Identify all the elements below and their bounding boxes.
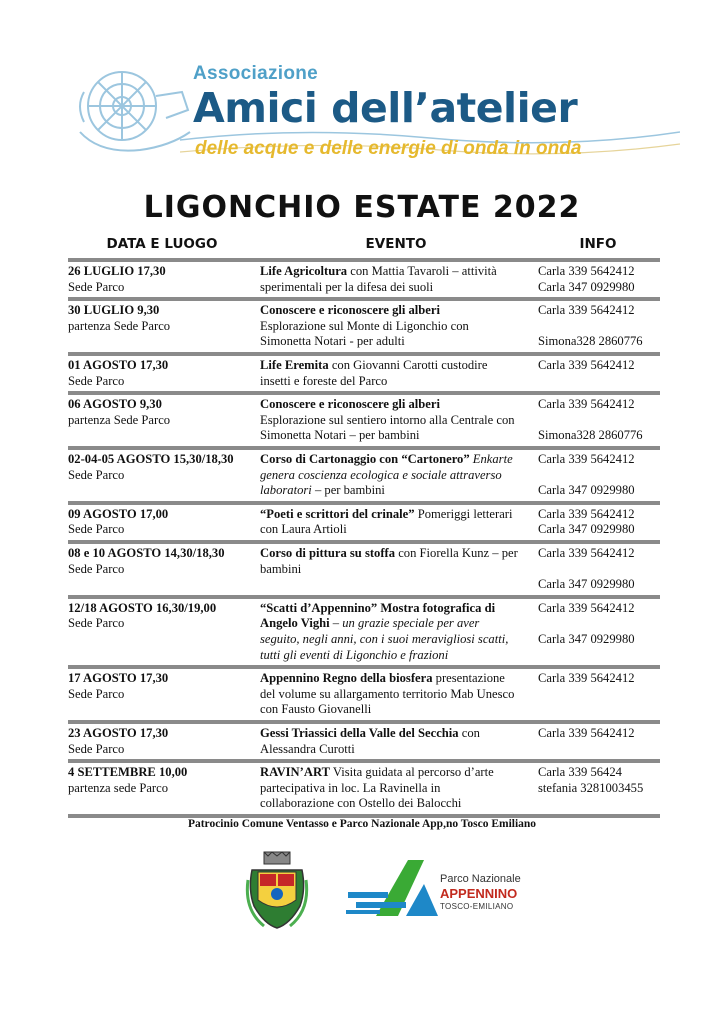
table-row xyxy=(68,450,660,505)
event-text: Pomeriggi letterari xyxy=(414,506,513,521)
event-date: 01 AGOSTO 17,30 xyxy=(68,357,169,372)
column-gap xyxy=(256,599,260,665)
event-text: “Poeti e scrittori del crinale” xyxy=(260,506,415,521)
event-text: collaborazione con Ostello dei Balocchi xyxy=(260,796,462,811)
park-name-line3: TOSCO-EMILIANO xyxy=(440,902,514,911)
event-text: Esplorazione sul sentiero intorno alla Centrale con xyxy=(260,412,515,427)
contact-phone: Carla 347 0929980 xyxy=(538,631,635,646)
event-place: Sede Parco xyxy=(68,279,125,294)
patronage-text: Patrocinio Comune Ventasso e Parco Nazionale App,no Tosco Emiliano xyxy=(187,818,537,830)
event-text: – un grazie speciale per aver xyxy=(329,616,480,631)
event-text: Life Eremita xyxy=(260,357,329,372)
contact-phone: Carla 347 0929980 xyxy=(538,483,635,498)
contact-phone: Carla 339 5642412 xyxy=(538,600,635,615)
table-row xyxy=(68,763,660,818)
event-description-line xyxy=(260,483,534,499)
event-description-line xyxy=(260,765,534,781)
column-gap xyxy=(256,763,260,814)
event-description-line xyxy=(260,452,534,468)
contact-phone xyxy=(538,616,662,632)
event-date-place xyxy=(68,303,254,334)
event-date-place xyxy=(68,264,254,295)
event-text: presentazione xyxy=(432,671,505,686)
event-contacts xyxy=(538,358,662,374)
event-date: 17 AGOSTO 17,30 xyxy=(68,671,169,686)
event-place: partenza sede Parco xyxy=(68,780,168,795)
column-gap xyxy=(256,669,260,720)
column-gap xyxy=(256,301,260,352)
brand-name: Amici dell’atelier xyxy=(193,84,578,132)
event-description xyxy=(260,397,534,444)
event-contacts xyxy=(538,507,662,538)
column-gap xyxy=(532,544,536,595)
event-place: Sede Parco xyxy=(68,467,125,482)
event-text: Appennino Regno della biosfera xyxy=(260,671,433,686)
event-date: 23 AGOSTO 17,30 xyxy=(68,725,169,740)
event-contacts xyxy=(538,452,662,499)
event-description xyxy=(260,303,534,350)
event-description-line xyxy=(260,546,534,562)
event-description-line xyxy=(260,687,534,703)
event-text: Alessandra Curotti xyxy=(260,741,355,756)
event-date: 26 LUGLIO 17,30 xyxy=(68,264,166,278)
contact-phone: Carla 339 5642412 xyxy=(538,451,635,466)
event-place: partenza Sede Parco xyxy=(68,412,171,427)
contact-phone: Carla 339 5642412 xyxy=(538,264,635,278)
column-gap xyxy=(256,505,260,540)
event-text: Simonetta Notari – per bambini xyxy=(260,428,420,443)
table-row xyxy=(68,544,660,599)
event-text: Enkarte xyxy=(469,451,513,466)
column-gap xyxy=(532,262,536,297)
event-date: 02-04-05 AGOSTO 15,30/18,30 xyxy=(68,451,234,466)
contact-phone: stefania 3281003455 xyxy=(538,780,644,795)
contact-phone: Carla 339 5642412 xyxy=(538,671,635,686)
event-description xyxy=(260,507,534,538)
event-place: Sede Parco xyxy=(68,373,125,388)
event-description-line xyxy=(260,334,534,350)
event-description-line xyxy=(260,601,534,617)
event-text: Life Agricoltura xyxy=(260,264,348,278)
event-text: con xyxy=(458,725,480,740)
table-row xyxy=(68,262,660,301)
column-gap xyxy=(532,395,536,446)
event-description-line xyxy=(260,796,534,812)
contact-phone xyxy=(538,413,662,429)
event-text: Gessi Triassici della Valle del Secchia xyxy=(260,725,459,740)
event-text: “Scatti d’Appennino” Mostra fotografica di xyxy=(260,600,496,615)
column-gap xyxy=(256,450,260,501)
table-row xyxy=(68,505,660,544)
event-date-place xyxy=(68,765,254,796)
event-contacts xyxy=(538,303,662,350)
event-description xyxy=(260,601,534,663)
event-text: Angelo Vighi xyxy=(260,616,330,631)
association-label: Associazione xyxy=(193,63,319,84)
event-text: Simonetta Notari - per adulti xyxy=(260,334,405,349)
table-body xyxy=(68,262,660,818)
column-header-info: INFO xyxy=(579,236,617,252)
event-text: – per bambini xyxy=(311,483,385,498)
event-text: RAVIN’ART xyxy=(260,765,330,780)
column-gap xyxy=(256,356,260,391)
event-text: sperimentali per la difesa dei suoli xyxy=(260,279,434,294)
column-header-date: DATA E LUOGO xyxy=(106,236,218,252)
event-text: Corso di pittura su stoffa xyxy=(260,545,396,560)
event-text: tutti gli eventi di Ligonchio e frazioni xyxy=(260,647,449,662)
event-description-line xyxy=(260,522,534,538)
event-text: Esplorazione sul Monte di Ligonchio con xyxy=(260,318,469,333)
contact-phone: Simona328 2860776 xyxy=(538,334,643,349)
municipal-crest-icon xyxy=(244,850,310,932)
event-description-line xyxy=(260,562,534,578)
event-contacts xyxy=(538,546,662,593)
event-text: genera coscienza ecologica e sociale attraverso xyxy=(260,467,502,482)
event-description-line xyxy=(260,413,534,429)
event-description xyxy=(260,765,534,812)
event-text: con Giovanni Carotti custodire xyxy=(328,357,488,372)
event-description-line xyxy=(260,319,534,335)
event-description-line xyxy=(260,507,534,523)
contact-phone xyxy=(538,468,662,484)
park-name-line1: Parco Nazionale xyxy=(440,873,521,885)
event-description-line xyxy=(260,781,534,797)
event-description-line xyxy=(260,616,534,632)
column-gap xyxy=(256,262,260,297)
contact-phone: Carla 339 5642412 xyxy=(538,357,635,372)
events-table xyxy=(68,236,660,818)
event-text: del volume su allargamento territorio Mab Unesco xyxy=(260,686,515,701)
table-row xyxy=(68,724,660,763)
event-description xyxy=(260,358,534,389)
event-contacts xyxy=(538,726,662,742)
column-gap xyxy=(256,544,260,595)
event-date: 08 e 10 AGOSTO 14,30/18,30 xyxy=(68,545,225,560)
column-gap xyxy=(532,669,536,720)
column-header-event: EVENTO xyxy=(365,236,427,252)
event-date-place xyxy=(68,671,254,702)
event-date: 06 AGOSTO 9,30 xyxy=(68,397,162,412)
event-text: con Laura Artioli xyxy=(260,522,347,537)
event-contacts xyxy=(538,671,662,687)
column-gap xyxy=(532,724,536,759)
event-description xyxy=(260,726,534,757)
event-text: Corso di Cartonaggio con “Cartonero” xyxy=(260,451,470,466)
event-date: 09 AGOSTO 17,00 xyxy=(68,506,169,521)
event-place: Sede Parco xyxy=(68,522,125,537)
column-gap xyxy=(532,450,536,501)
event-date-place xyxy=(68,726,254,757)
event-text: con Mattia Tavaroli – attività xyxy=(347,264,497,278)
event-description-line xyxy=(260,358,534,374)
event-text: insetti e foreste del Parco xyxy=(260,373,388,388)
table-row xyxy=(68,599,660,669)
event-date: 4 SETTEMBRE 10,00 xyxy=(68,765,188,780)
event-description-line xyxy=(260,397,534,413)
event-date-place xyxy=(68,397,254,428)
contact-phone xyxy=(538,562,662,578)
event-date-place xyxy=(68,601,254,632)
event-date: 12/18 AGOSTO 16,30/19,00 xyxy=(68,600,217,615)
contact-phone xyxy=(538,319,662,335)
contact-phone: Carla 339 56424 xyxy=(538,765,622,780)
event-place: partenza Sede Parco xyxy=(68,318,171,333)
event-contacts xyxy=(538,397,662,444)
event-text: laboratori xyxy=(260,483,312,498)
association-header xyxy=(60,58,670,168)
event-description-line xyxy=(260,280,534,296)
event-description-line xyxy=(260,303,534,319)
park-name-line2: APPENNINO xyxy=(440,886,518,901)
event-description-line xyxy=(260,264,534,280)
contact-phone: Carla 339 5642412 xyxy=(538,303,635,318)
event-text: partecipativa in loc. La Ravinella in xyxy=(260,780,441,795)
event-description xyxy=(260,264,534,295)
event-text: con Fiorella Kunz – per xyxy=(395,545,518,560)
event-contacts xyxy=(538,765,662,796)
contact-phone: Simona328 2860776 xyxy=(538,428,643,443)
contact-phone: Carla 339 5642412 xyxy=(538,397,635,412)
column-gap xyxy=(532,505,536,540)
event-text: bambini xyxy=(260,561,302,576)
event-description-line xyxy=(260,632,534,648)
event-description-line xyxy=(260,374,534,390)
event-description-line xyxy=(260,702,534,718)
event-description xyxy=(260,671,534,718)
event-description-line xyxy=(260,468,534,484)
table-row xyxy=(68,356,660,395)
event-date-place xyxy=(68,358,254,389)
event-place: Sede Parco xyxy=(68,616,125,631)
column-gap xyxy=(532,763,536,814)
event-place: Sede Parco xyxy=(68,561,125,576)
column-gap xyxy=(532,356,536,391)
event-text: Visita guidata al percorso d’arte xyxy=(330,765,494,780)
contact-phone: Carla 339 5642412 xyxy=(538,506,635,521)
event-text: seguito, negli anni, con i suoi meravigliosi scatti, xyxy=(260,631,509,646)
event-description-line xyxy=(260,671,534,687)
contact-phone: Carla 347 0929980 xyxy=(538,522,635,537)
table-row xyxy=(68,395,660,450)
event-text: con Fausto Giovanelli xyxy=(260,702,372,717)
event-date-place xyxy=(68,546,254,577)
event-description xyxy=(260,546,534,577)
contact-phone: Carla 347 0929980 xyxy=(538,577,635,592)
event-contacts xyxy=(538,264,662,295)
table-header xyxy=(68,236,660,262)
column-gap xyxy=(256,395,260,446)
table-row xyxy=(68,301,660,356)
event-place: Sede Parco xyxy=(68,686,125,701)
event-date: 30 LUGLIO 9,30 xyxy=(68,303,160,318)
column-gap xyxy=(256,724,260,759)
event-description-line xyxy=(260,742,534,758)
table-row xyxy=(68,669,660,724)
event-text: Conoscere e riconoscere gli alberi xyxy=(260,303,440,318)
page-title: LIGONCHIO ESTATE 2022 xyxy=(143,190,581,225)
contact-phone: Carla 347 0929980 xyxy=(538,279,635,294)
brand-tagline: delle acque e delle energie di onda in onda xyxy=(195,138,582,159)
event-description xyxy=(260,452,534,499)
event-contacts xyxy=(538,601,662,648)
event-description-line xyxy=(260,428,534,444)
contact-phone: Carla 339 5642412 xyxy=(538,545,635,560)
column-gap xyxy=(532,301,536,352)
event-description-line xyxy=(260,726,534,742)
event-description-line xyxy=(260,648,534,664)
event-date-place xyxy=(68,507,254,538)
event-place: Sede Parco xyxy=(68,741,125,756)
column-gap xyxy=(532,599,536,665)
event-text: Conoscere e riconoscere gli alberi xyxy=(260,397,440,412)
event-date-place xyxy=(68,452,254,483)
contact-phone: Carla 339 5642412 xyxy=(538,725,635,740)
